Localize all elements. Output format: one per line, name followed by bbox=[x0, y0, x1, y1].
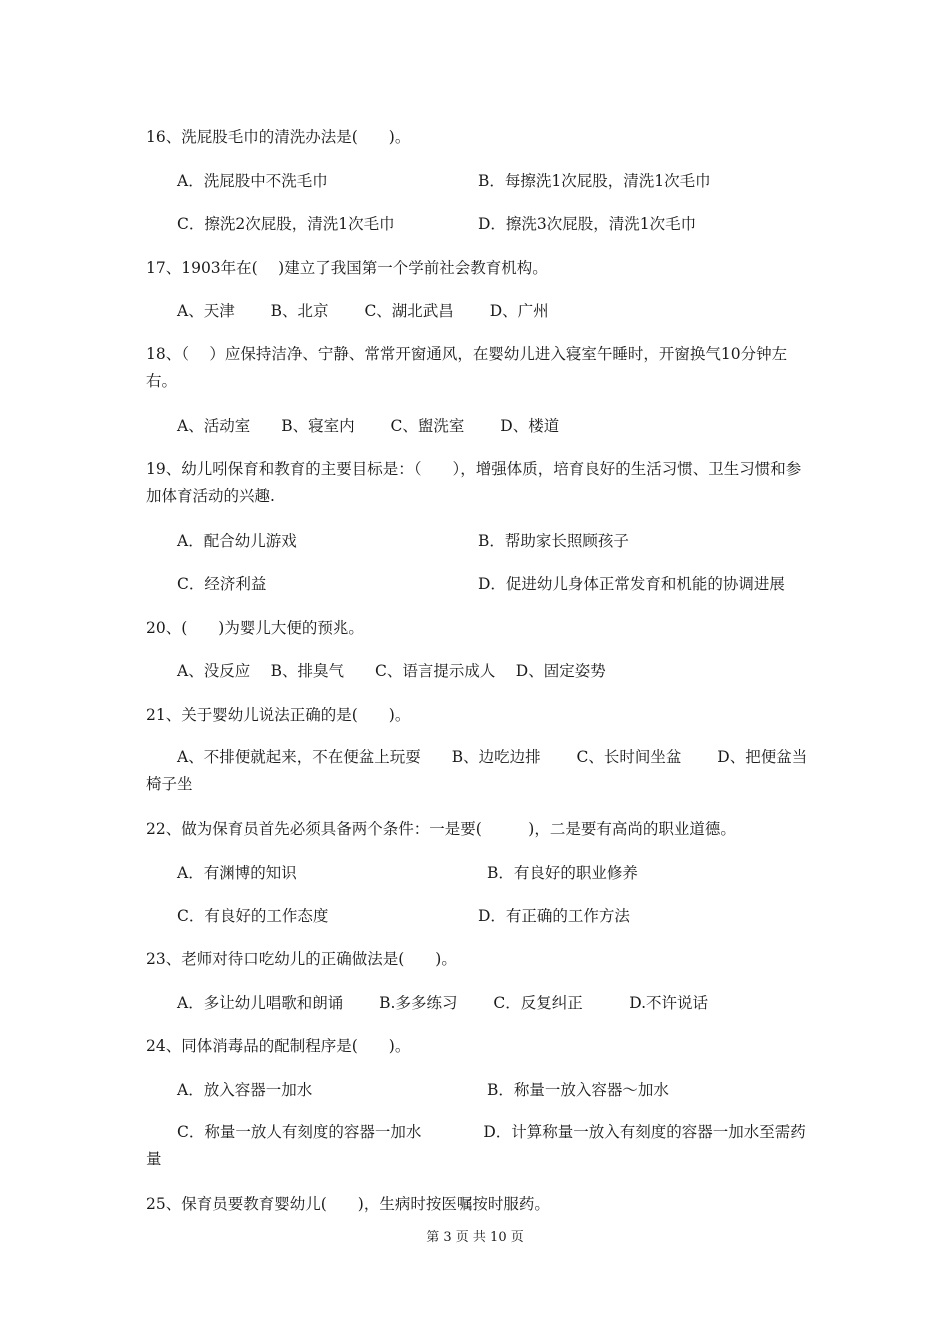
question-24-option-b: B．称量一放入容器～加水 bbox=[487, 1081, 669, 1099]
question-16-option-d: D．擦洗3次屁股，清洗1次毛巾 bbox=[478, 215, 697, 233]
question-22-stem: 22、做为保育员首先必须具备两个条件：一是要( )，二是要有高尚的职业道德。 bbox=[146, 820, 736, 838]
question-19-option-c: C．经济利益 bbox=[177, 575, 267, 593]
question-18-options: A、活动室 B、寝室内 C、盥洗室 D、楼道 bbox=[177, 417, 560, 435]
question-24-stem: 24、同体消毒品的配制程序是( )。 bbox=[146, 1037, 411, 1055]
question-22-option-a: A．有渊博的知识 bbox=[177, 864, 297, 882]
question-16-stem: 16、洗屁股毛巾的清洗办法是( )。 bbox=[146, 128, 411, 146]
question-22-option-d: D．有正确的工作方法 bbox=[478, 907, 630, 925]
question-17-options: A、天津 B、北京 C、湖北武昌 D、广州 bbox=[177, 302, 549, 320]
question-25-stem: 25、保育员要教育婴幼儿( )，生病时按医嘱按时服药。 bbox=[146, 1195, 550, 1213]
question-17-stem: 17、1903年在( )建立了我国第一个学前社会教育机构。 bbox=[146, 259, 548, 277]
question-21-stem: 21、关于婴幼儿说法正确的是( )。 bbox=[146, 706, 411, 724]
question-19-option-b: B．帮助家长照顾孩子 bbox=[478, 532, 629, 550]
question-18-stem: 18、（ ）应保持洁净、宁静、常常开窗通风，在婴幼儿进入寝室午睡时，开窗换气10分钟左右。 bbox=[146, 345, 788, 390]
question-16-option-a: A．洗屁股中不洗毛巾 bbox=[177, 172, 328, 190]
question-19-option-d: D．促进幼儿身体正常发育和机能的协调进展 bbox=[478, 575, 785, 593]
question-20-options: A、没反应 B、排臭气 C、语言提示成人 D、固定姿势 bbox=[177, 662, 606, 680]
question-16-option-c: C．擦洗2次屁股，清洗1次毛巾 bbox=[177, 215, 395, 233]
page-number-footer: 第 3 页 共 10 页 bbox=[426, 1230, 524, 1245]
question-21-options: A、不排便就起来，不在便盆上玩耍 B、边吃边排 C、长时间坐盆 D、把便盆当椅子坐 bbox=[146, 748, 808, 793]
question-24-option-a: A．放入容器一加水 bbox=[177, 1081, 313, 1099]
question-23-options: A．多让幼儿唱歌和朗诵 B.多多练习 C．反复纠正 D.不许说话 bbox=[177, 994, 709, 1012]
question-19-stem: 19、幼儿吲保育和教育的主要目标是：（ ），增强体质，培育良好的生活习惯、卫生习惯和参加体育活动的兴趣. bbox=[146, 460, 802, 505]
question-22-option-b: B．有良好的职业修养 bbox=[487, 864, 638, 882]
question-23-stem: 23、老师对待口吃幼儿的正确做法是( )。 bbox=[146, 950, 457, 968]
question-24-option-cd: C．称量一放人有刻度的容器一加水 D．计算称量一放入有刻度的容器一加水至需药量 bbox=[146, 1123, 806, 1168]
question-22-option-c: C．有良好的工作态度 bbox=[177, 907, 329, 925]
question-16-option-b: B．每擦洗1次屁股，清洗1次毛巾 bbox=[478, 172, 711, 190]
question-20-stem: 20、( )为婴儿大便的预兆。 bbox=[146, 619, 364, 637]
question-19-option-a: A．配合幼儿游戏 bbox=[177, 532, 297, 550]
